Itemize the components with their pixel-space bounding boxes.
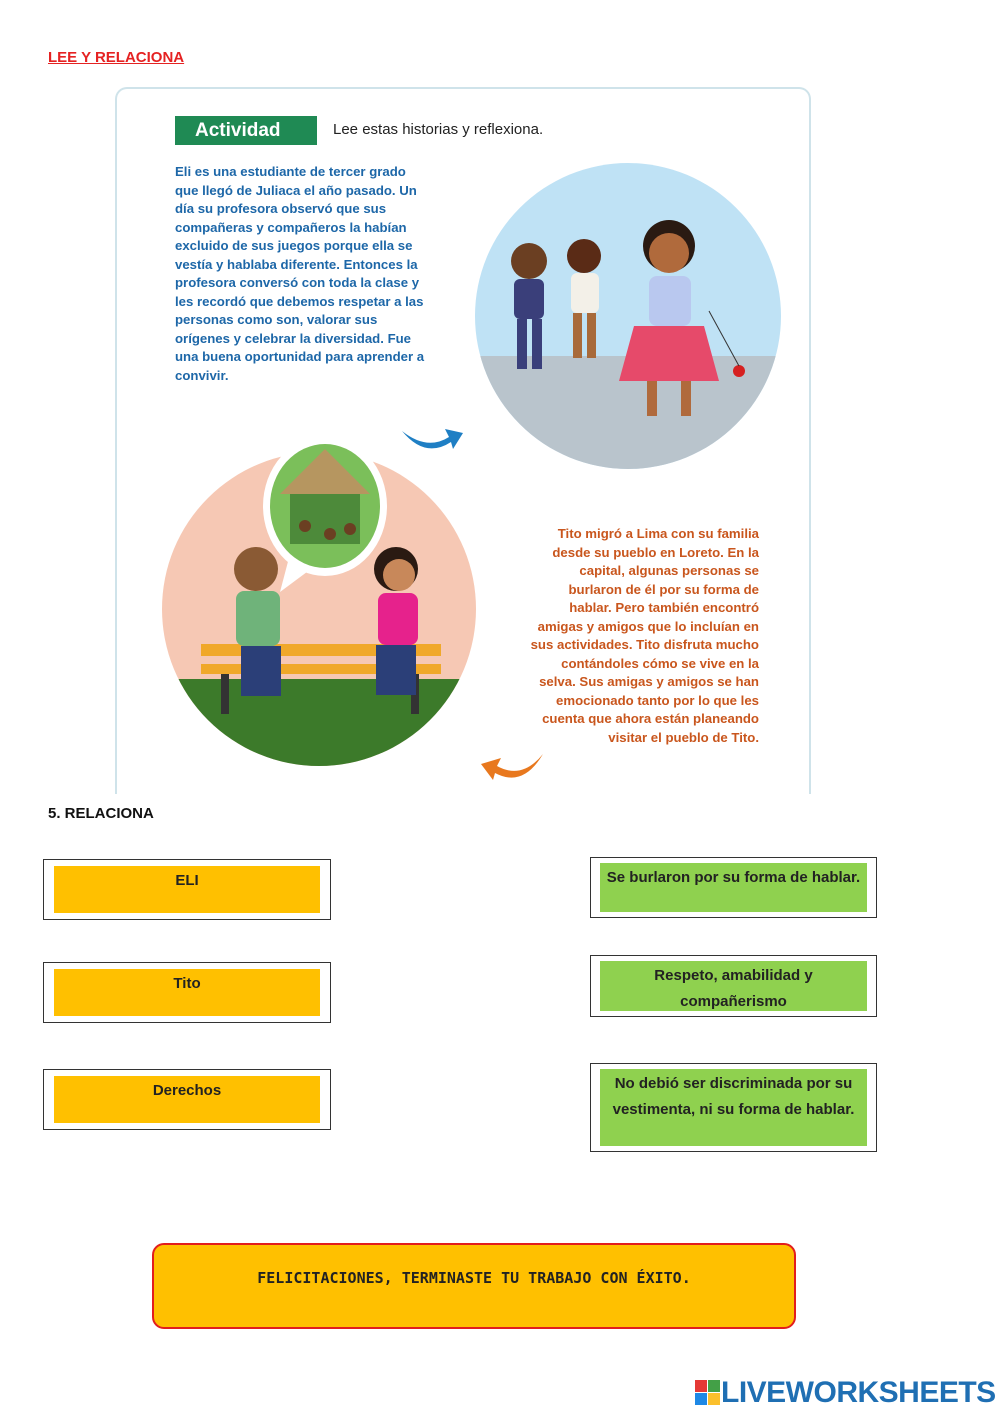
left-item-label: ELI [54,866,320,913]
logo-blocks-icon [695,1380,721,1406]
activity-panel [115,87,811,794]
left-item-derechos[interactable] [43,1069,331,1130]
arrow-orange-icon [477,744,549,784]
speech-bubble [260,434,390,594]
right-item-label: Respeto, amabilidad y compañerismo [600,961,867,1011]
congrats-banner: FELICITACIONES, TERMINASTE TU TRABAJO CON ÉXITO. [152,1243,796,1329]
left-item-label: Derechos [54,1076,320,1123]
liveworksheets-logo[interactable] [695,1373,996,1413]
left-item-eli[interactable] [43,859,331,920]
right-item-3[interactable] [590,1063,877,1152]
right-item-label: Se burlaron por su forma de hablar. [600,863,867,912]
section-title: 5. RELACIONA [48,805,154,822]
left-item-label: Tito [54,969,320,1016]
right-item-2[interactable] [590,955,877,1017]
story-tito: Tito migró a Lima con su familia desde su pueblo en Loreto. En la capital, algunas personas se burlaron de él por su forma de hablar. Pero también encontró amigas y amigos que lo incluían en sus actividades. Tito disfruta mucho contándoles cómo se vive en la selva. Sus amigas y amigos se han emocionado tanto por lo que les cuenta que ahora están planeando visitar el pueblo de Tito. [530,526,759,745]
left-item-tito[interactable] [43,962,331,1023]
page-title: LEE Y RELACIONA [48,49,185,66]
activity-subtitle: Lee estas historias y reflexiona. [333,121,544,138]
logo-text: LIVEWORKSHEETS [721,1376,996,1409]
illustration-girls [469,161,787,479]
story-eli: Eli es una estudiante de tercer grado que llegó de Juliaca el año pasado. Un día su profesora observó que sus compañeras y compañeros la habían excluido de sus juegos porque ella se vestía y hablaba diferente. Entonces la profesora conversó con toda la clase y les recordó que debemos respetar a las personas como son, valorar sus orígenes y celebrar la diversidad. Fue una buena oportunidad para aprender a convivir. [175,164,425,383]
right-item-1[interactable] [590,857,877,918]
right-item-label: No debió ser discriminada por su vestimenta, ni su forma de hablar. [600,1069,867,1146]
activity-badge: Actividad [175,116,317,145]
